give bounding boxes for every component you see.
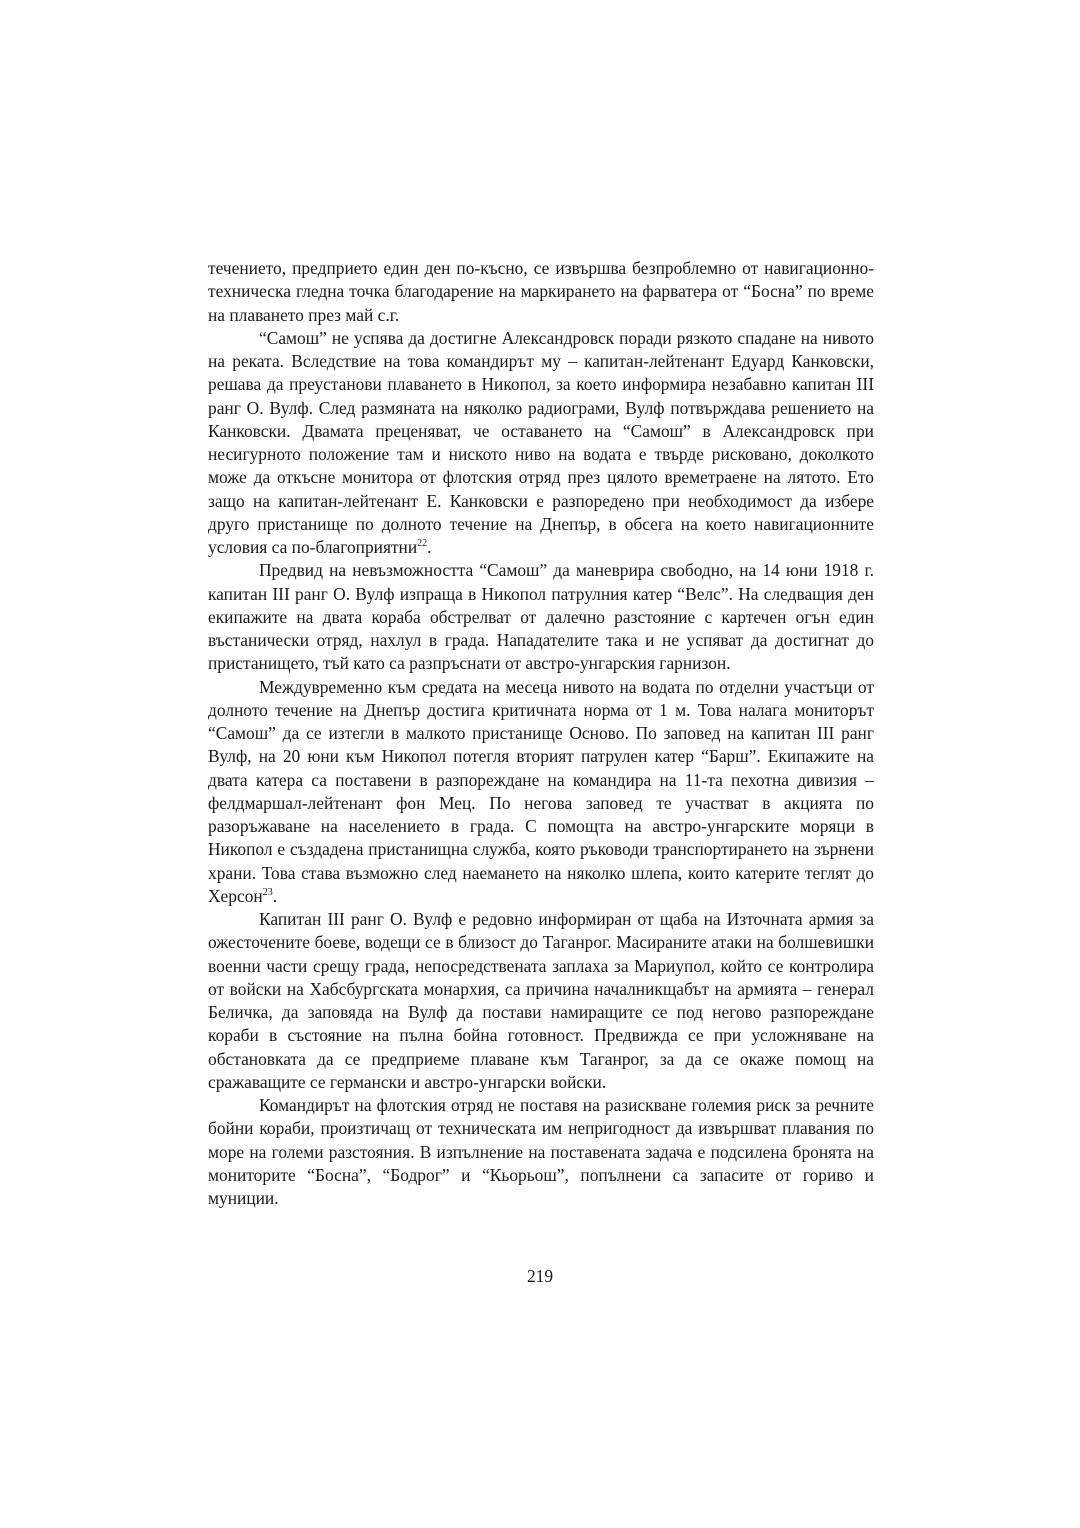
paragraph-text: течението, предприето един ден по-късно, се извършва безпроблемно от навигационно-техническа гледна точка благодарение на маркирането на фарватера от “Босна” по време на плаването през май с.г. bbox=[208, 258, 874, 325]
page-number: 219 bbox=[526, 1266, 554, 1286]
paragraph-tail: . bbox=[272, 885, 278, 906]
paragraph-2 bbox=[208, 327, 874, 560]
paragraph-text: Предвид на невъзможността “Самош” да маневрира свободно, на 14 юни 1918 г. капитан III ранг О. Вулф изпраща в Никопол патрулния катер “Велс”. На следващия ден екипажите на двата кораба обстрелват от далечно разстояние с картечен огън един въстанически отряд, нахлул в града. Нападателите така и не успяват да достигнат до пристанището, тъй като са разпръснати от австро-унгарския гарнизон. bbox=[208, 560, 874, 674]
footnote-marker: 22 bbox=[417, 538, 428, 550]
paragraph-3 bbox=[208, 559, 874, 675]
paragraph-text: Капитан III ранг О. Вулф е редовно информиран от щаба на Източната армия за ожесточените боеве, водещи се в близост до Таганрог. Масираните атаки на болшевишки военни части срещу града, непосредствената заплаха за Мариупол, който се контролира от войски на Хабсбургската монархия, са причина началникщабът на армията – генерал Беличка, да заповяда на Вулф да постави намиращите се под негово разпореждане кораби в състояние на пълна бойна готовност. Предвижда се при усложняване на обстановката да се предприеме плаване към Таганрог, за да се окаже помощ на сражаващите се германски и австро-унгарски войски. bbox=[208, 909, 874, 1092]
paragraph-text: Командирът на флотския отряд не поставя на разискване големия риск за речните бойни кораби, произтичащ от техническата им непригодност да извършват плавания по море на големи разстояния. В изпълнение на поставената задача е подсилена бронята на мониторите “Босна”, “Бодрог” и “Кьорьош”, попълнени са запасите от гориво и муниции. bbox=[208, 1095, 874, 1208]
paragraph-tail: . bbox=[427, 537, 432, 557]
paragraph-1 bbox=[208, 257, 874, 327]
paragraph-6 bbox=[208, 1094, 874, 1210]
paragraph-5 bbox=[208, 908, 874, 1094]
paragraph-text: Междувременно към средата на месеца нивото на водата по отделни участъци от долното течение на Днепър достига критичната норма от 1 м. Това налага мониторът “Самош” да се изтегли в малкото пристанище Осново. По заповед на капитан III ранг Вулф, на 20 юни към Никопол потегля вторият патрулен катер “Барш”. Екипажите на двата катера са поставени в разпореждане на командира на 11-та пехотна дивизия – фелдмаршал-лейтенант фон Мец. По негова заповед те участват в акцията по разоръжаване на населението в града. С помощта на австро-унгарските моряци в Никопол е създадена пристанищна служба, която ръководи транспортирането на зърнени храни. Това става възможно след наемането на няколко шлепа, които катерите теглят до Херсон bbox=[208, 676, 874, 906]
footnote-marker: 23 bbox=[262, 886, 273, 898]
page-body bbox=[208, 257, 874, 1210]
paragraph-text: “Самош” не успява да достигне Александровск поради рязкото спадане на нивото на реката. Вследствие на това командирът му – капитан-лейтенант Едуард Канковски, решава да преустанови плаването в Никопол, за което информира незабавно капитан III ранг О. Вулф. След размяната на няколко радиограми, Вулф потвърждава решението на Канковски. Двамата преценяват, че оставането на “Самош” в Александровск при несигурното положение там и ниското ниво на водата е твърде рисковано, доколкото може да откъсне монитора от флотския отряд през цялото времетраене на лятото. Ето защо на капитан-лейтенант Е. Канковски е разпоредено при необходимост да избере друго пристанище по долното течение на Днепър, в обсега на което навигационните условия са по-благоприятни bbox=[208, 327, 874, 557]
paragraph-4 bbox=[208, 676, 874, 909]
